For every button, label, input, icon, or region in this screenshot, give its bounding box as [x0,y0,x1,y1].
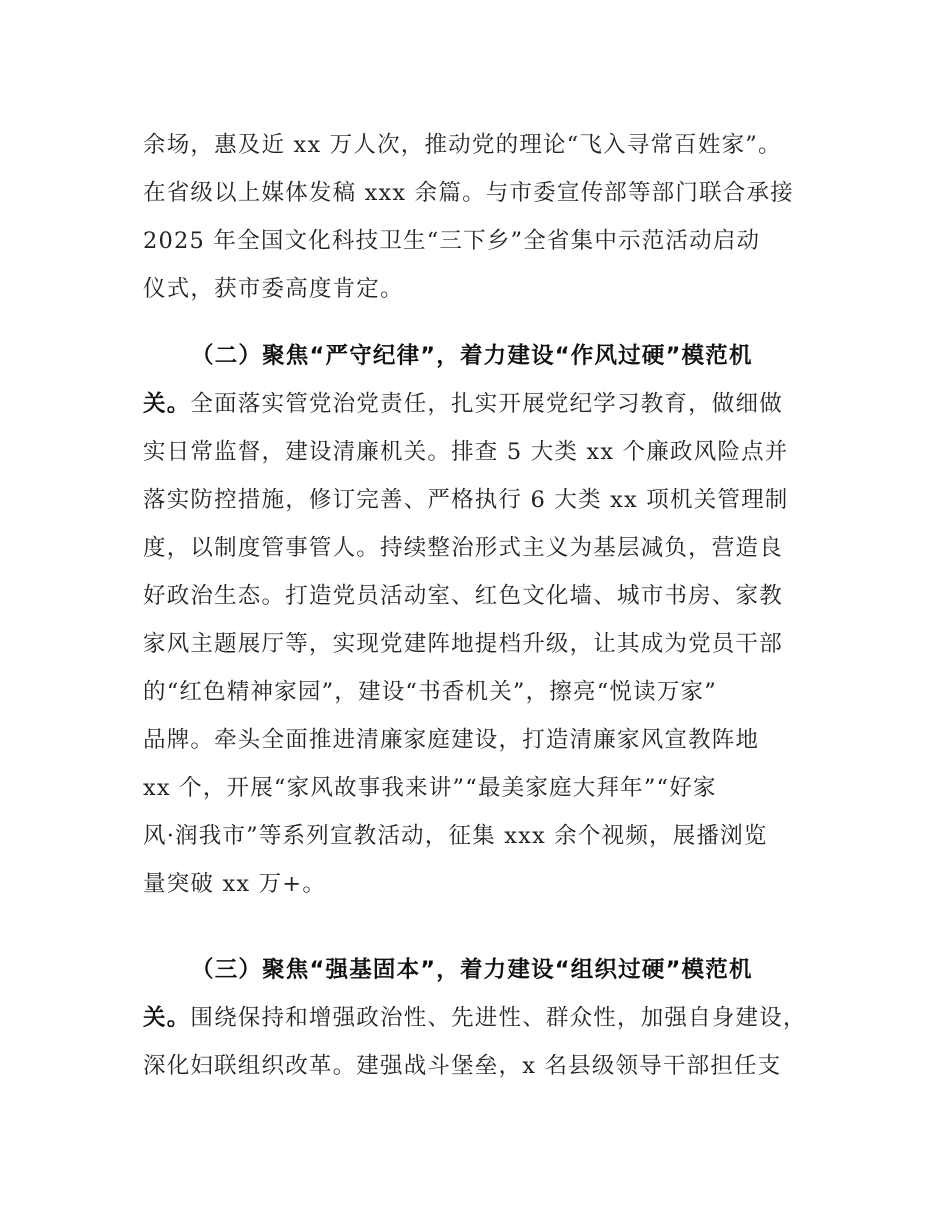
section-2-line-3: 落实防控措施，修订完善、严格执行 6 大类 xx 项机关管理制 [143,487,789,513]
section-2-heading-end: 关。 [143,391,191,417]
paragraph-1-line-3: 2025 年全国文化科技卫生“三下乡”全省集中示范活动启动 [143,228,761,254]
section-2-line-11: 量突破 xx 万+。 [143,871,327,897]
section-3-line-2: 深化妇联组织改革。建强战斗堡垒，x 名县级领导干部担任支 [143,1053,782,1079]
section-2-line-8: 品牌。牵头全面推进清廉家庭建设，打造清廉家风宣教阵地 [143,727,760,753]
section-3-heading-end: 关。 [143,1005,191,1031]
section-3-line-1 [143,1003,807,1033]
paragraph-1-line-2: 在省级以上媒体发稿 xxx 余篇。与市委宣传部等部门联合承接 [143,180,794,206]
section-3-line-1-text: 围绕保持和增强政治性、先进性、群众性，加强自身建设， [190,1005,807,1031]
section-3-heading: （三）聚焦“强基固本”，着力建设“组织过硬”模范机 [191,957,753,983]
section-2-line-4: 度，以制度管事管人。持续整治形式主义为基层减负，营造良 [143,535,783,561]
section-2-line-5: 好政治生态。打造党员活动室、红色文化墙、城市书房、家教 [143,583,783,609]
section-2-line-10: 风·润我市”等系列宣教活动，征集 xxx 余个视频，展播浏览 [143,823,768,849]
section-2-line-1 [143,389,783,419]
section-2-line-6: 家风主题展厅等，实现党建阵地提档升级，让其成为党员干部 [143,631,783,657]
section-2-line-9: xx 个，开展“家风故事我来讲”“最美家庭大拜年”“好家 [143,775,717,801]
section-2-line-1-text: 全面落实管党治党责任，扎实开展党纪学习教育，做细做 [190,391,783,417]
section-2-heading: （二）聚焦“严守纪律”，着力建设“作风过硬”模范机 [191,343,753,369]
section-2-line-2: 实日常监督，建设清廉机关。排查 5 大类 xx 个廉政风险点并 [143,439,789,465]
section-2-line-7: 的“红色精神家园”，建设“书香机关”，擦亮“悦读万家” [143,679,717,705]
paragraph-1-line-1: 余场，惠及近 xx 万人次，推动党的理论“飞入寻常百姓家”。 [143,132,782,158]
paragraph-1-line-4: 仪式，获市委高度肯定。 [143,276,404,302]
